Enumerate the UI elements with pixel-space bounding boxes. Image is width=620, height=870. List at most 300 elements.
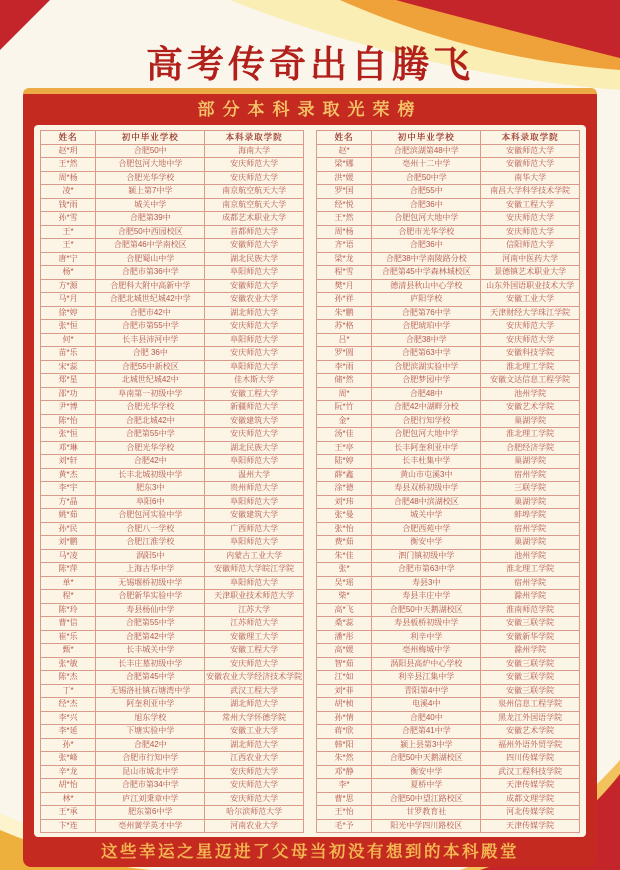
roster-row <box>317 630 580 644</box>
student-name-cell: 智*茹 <box>317 657 372 671</box>
roster-row <box>41 482 304 496</box>
middle-school-cell: 合肥滨湖第48中学 <box>372 144 481 158</box>
middle-school-cell: 城关中学 <box>372 509 481 523</box>
middle-school-cell: 合肥市光华学校 <box>372 225 481 239</box>
college-cell: 淮北理工学院 <box>481 563 580 577</box>
student-name-cell: 孙*祥 <box>317 293 372 307</box>
college-cell: 湖北师范大学 <box>205 738 304 752</box>
roster-row <box>41 428 304 442</box>
middle-school-cell: 合肥市第55中学 <box>96 320 205 334</box>
roster-row <box>41 792 304 806</box>
middle-school-cell: 合肥第39中 <box>96 212 205 226</box>
middle-school-cell: 合肥新华实验中学 <box>96 590 205 604</box>
student-name-cell: 桑*蕊 <box>317 617 372 631</box>
roster-row <box>41 347 304 361</box>
middle-school-cell: 合肥38中学 <box>372 333 481 347</box>
middle-school-cell: 长丰杜集中学 <box>372 455 481 469</box>
roster-row <box>317 171 580 185</box>
roster-row <box>317 563 580 577</box>
student-name-cell: 薛*鑫 <box>317 468 372 482</box>
college-cell: 阜阳师范大学 <box>205 333 304 347</box>
roster-row <box>317 252 580 266</box>
student-name-cell: 甄* <box>41 644 96 658</box>
middle-school-cell: 颍上县第3中学 <box>372 738 481 752</box>
middle-school-cell: 长丰庄墓初级中学 <box>96 657 205 671</box>
student-name-cell: 张*峰 <box>41 752 96 766</box>
roster-row <box>41 684 304 698</box>
roster-row <box>41 806 304 820</box>
middle-school-cell: 衡安中学 <box>372 765 481 779</box>
college-cell: 河南农业大学 <box>205 819 304 833</box>
middle-school-cell: 长丰阿奎利亚中学 <box>372 441 481 455</box>
roster-row <box>317 212 580 226</box>
college-cell: 阜阳师范大学 <box>205 576 304 590</box>
middle-school-cell: 合肥48中 <box>372 387 481 401</box>
roster-row <box>41 644 304 658</box>
student-name-cell: 苗*乐 <box>41 347 96 361</box>
college-cell: 安徽师范大学 <box>205 279 304 293</box>
college-cell: 宿州学院 <box>481 576 580 590</box>
student-name-cell: 张*恒 <box>41 320 96 334</box>
student-name-cell: 经*杰 <box>41 698 96 712</box>
student-name-cell: 王*承 <box>41 806 96 820</box>
column-header: 姓名 <box>41 131 96 145</box>
roster-row <box>41 738 304 752</box>
college-cell: 池州学院 <box>481 549 580 563</box>
middle-school-cell: 昆山市城北中学 <box>96 765 205 779</box>
college-cell: 湖北民族大学 <box>205 441 304 455</box>
college-cell: 新疆师范大学 <box>205 401 304 415</box>
college-cell: 安庆师范大学 <box>205 765 304 779</box>
roster-row <box>317 806 580 820</box>
middle-school-cell: 甘罗教育社 <box>372 806 481 820</box>
middle-school-cell: 合肥包河大地中学 <box>372 428 481 442</box>
banner-title: 部分本科录取光荣榜 <box>197 100 423 119</box>
student-name-cell: 樊*月 <box>317 279 372 293</box>
roster-row <box>317 360 580 374</box>
roster-row <box>317 495 580 509</box>
college-cell: 安庆师范大学 <box>481 333 580 347</box>
middle-school-cell: 亳州黉学英才中学 <box>96 819 205 833</box>
college-cell: 泉州信息工程学院 <box>481 698 580 712</box>
middle-school-cell: 合肥50中西园校区 <box>96 225 205 239</box>
college-cell: 安徽师范大学 <box>205 239 304 253</box>
student-name-cell: 孙*民 <box>41 522 96 536</box>
middle-school-cell: 利辛县江集中学 <box>372 671 481 685</box>
middle-school-cell: 合肥42中 <box>96 738 205 752</box>
college-cell: 安徽工程大学 <box>481 198 580 212</box>
college-cell: 淮北理工学院 <box>481 428 580 442</box>
middle-school-cell: 合肥北城世纪城42中学 <box>96 293 205 307</box>
middle-school-cell: 合肥琥珀中学 <box>372 320 481 334</box>
roster-row <box>317 198 580 212</box>
college-cell: 河南中医药大学 <box>481 252 580 266</box>
student-name-cell: 郑*星 <box>41 374 96 388</box>
college-cell: 安徽三联学院 <box>481 671 580 685</box>
student-name-cell: 陆*婷 <box>317 455 372 469</box>
middle-school-cell: 合肥50中天鹅湖校区 <box>372 752 481 766</box>
college-cell: 阜阳师范大学 <box>205 266 304 280</box>
middle-school-cell: 阜南第一初级中学 <box>96 387 205 401</box>
middle-school-cell: 亳州梅城中学 <box>372 644 481 658</box>
middle-school-cell: 长丰城关中学 <box>96 644 205 658</box>
middle-school-cell: 合肥北城42中 <box>96 414 205 428</box>
student-name-cell: 朱*鹏 <box>317 306 372 320</box>
student-name-cell: 罗*国 <box>317 185 372 199</box>
roster-row <box>41 765 304 779</box>
middle-school-cell: 合肥第55中学 <box>96 428 205 442</box>
footer-slogan: 这些幸运之星迈进了父母当初没有想到的本科殿堂 <box>101 843 519 861</box>
roster-row <box>317 684 580 698</box>
roster-row <box>317 536 580 550</box>
college-cell: 南京航空航天大学 <box>205 198 304 212</box>
student-name-cell: 姚*茹 <box>41 509 96 523</box>
college-cell: 哈尔滨师范大学 <box>205 806 304 820</box>
roster-row <box>41 198 304 212</box>
college-cell: 安庆师范大学 <box>205 158 304 172</box>
student-name-cell: 孙*情 <box>317 711 372 725</box>
student-name-cell: 马*月 <box>41 293 96 307</box>
college-cell: 江苏师范大学 <box>205 617 304 631</box>
college-cell: 安徽工程大学 <box>205 644 304 658</box>
roster-row <box>41 779 304 793</box>
college-cell: 天津职业技术师范大学 <box>205 590 304 604</box>
college-cell: 湖北师范大学 <box>205 306 304 320</box>
roster-row <box>41 225 304 239</box>
honor-roll-panel <box>23 88 597 867</box>
student-name-cell: 辛*龙 <box>41 765 96 779</box>
roster-row <box>317 765 580 779</box>
college-cell: 海南大学 <box>205 144 304 158</box>
middle-school-cell: 合肥第76中学 <box>372 306 481 320</box>
college-cell: 安徽三联学院 <box>481 617 580 631</box>
middle-school-cell: 寿县杨仙中学 <box>96 603 205 617</box>
student-name-cell: 阮*竹 <box>317 401 372 415</box>
middle-school-cell: 合肥市第36中学 <box>96 266 205 280</box>
roster-row <box>317 185 580 199</box>
student-name-cell: 汤*佳 <box>317 428 372 442</box>
college-cell: 巢湖学院 <box>481 495 580 509</box>
roster-row <box>317 306 580 320</box>
college-cell: 蚌埠学院 <box>481 509 580 523</box>
column-header: 本科录取学院 <box>481 131 580 145</box>
middle-school-cell: 德清县秋山中心学校 <box>372 279 481 293</box>
student-name-cell: 费*茹 <box>317 536 372 550</box>
college-cell: 佳木斯大学 <box>205 374 304 388</box>
middle-school-cell: 合肥第41中学 <box>372 725 481 739</box>
roster-row <box>41 185 304 199</box>
student-name-cell: 李*兴 <box>41 711 96 725</box>
student-name-cell: 洪*媛 <box>317 171 372 185</box>
college-cell: 安徽建筑大学 <box>205 414 304 428</box>
middle-school-cell: 合肥八一学校 <box>96 522 205 536</box>
roster-row <box>317 333 580 347</box>
roster-row <box>41 144 304 158</box>
college-cell: 广西师范大学 <box>205 522 304 536</box>
student-name-cell: 梁*娜 <box>317 158 372 172</box>
college-cell: 安庆师范大学 <box>481 225 580 239</box>
student-name-cell: 李*雨 <box>317 360 372 374</box>
roster-row <box>41 603 304 617</box>
college-cell: 安徽师范大学 <box>481 144 580 158</box>
middle-school-cell: 合肥50中天鹅湖校区 <box>372 603 481 617</box>
college-cell: 合肥经济学院 <box>481 441 580 455</box>
college-cell: 安徽工业大学 <box>205 725 304 739</box>
roster-row <box>317 401 580 415</box>
student-name-cell: 赵* <box>317 144 372 158</box>
middle-school-cell: 颍上第7中学 <box>96 185 205 199</box>
middle-school-cell: 合肥40中 <box>372 711 481 725</box>
college-cell: 阜阳师范大学 <box>205 536 304 550</box>
student-name-cell: 吴*瑶 <box>317 576 372 590</box>
middle-school-cell: 寿县板桥初级中学 <box>372 617 481 631</box>
student-name-cell: 程*雪 <box>317 266 372 280</box>
roster-row <box>41 293 304 307</box>
student-name-cell: 唐*宁 <box>41 252 96 266</box>
roster-row <box>317 671 580 685</box>
middle-school-cell: 合肥36中 <box>372 239 481 253</box>
roster-row <box>317 225 580 239</box>
roster-row <box>317 144 580 158</box>
student-name-cell: 江*如 <box>317 671 372 685</box>
roster-row <box>317 428 580 442</box>
middle-school-cell: 合肥50中望江路校区 <box>372 792 481 806</box>
student-name-cell: 尹*博 <box>41 401 96 415</box>
roster-row <box>41 212 304 226</box>
college-cell: 安徽理工大学 <box>205 630 304 644</box>
roster-row <box>317 320 580 334</box>
college-cell: 安徽三联学院 <box>481 657 580 671</box>
middle-school-cell: 合肥第42中学 <box>96 630 205 644</box>
middle-school-cell: 涡阳县高炉中心学校 <box>372 657 481 671</box>
roster-row <box>317 711 580 725</box>
student-name-cell: 李* <box>317 779 372 793</box>
middle-school-cell: 阳光中学四川路校区 <box>372 819 481 833</box>
college-cell: 湖北民族大学 <box>205 252 304 266</box>
middle-school-cell: 合肥包河实验中学 <box>96 509 205 523</box>
middle-school-cell: 合肥48中滨湖校区 <box>372 495 481 509</box>
middle-school-cell: 寿县3中 <box>372 576 481 590</box>
student-name-cell: 高*飞 <box>317 603 372 617</box>
college-cell: 安徽建筑大学 <box>205 509 304 523</box>
middle-school-cell: 阿奎利亚中学 <box>96 698 205 712</box>
student-name-cell: 陈*玲 <box>41 603 96 617</box>
column-header: 初中毕业学校 <box>372 131 481 145</box>
college-cell: 安庆师范大学 <box>481 212 580 226</box>
middle-school-cell: 合肥第46中学南校区 <box>96 239 205 253</box>
middle-school-cell: 下塘实验中学 <box>96 725 205 739</box>
roster-tables-area <box>34 125 586 837</box>
student-name-cell: 徐*婷 <box>41 306 96 320</box>
roster-row <box>317 293 580 307</box>
college-cell: 安庆师范大学 <box>205 320 304 334</box>
student-name-cell: 齐*语 <box>317 239 372 253</box>
roster-table-right <box>316 130 580 833</box>
roster-row <box>41 711 304 725</box>
middle-school-cell: 合肥科大附中高新中学 <box>96 279 205 293</box>
middle-school-cell: 合肥42中 <box>96 455 205 469</box>
student-name-cell: 方*源 <box>41 279 96 293</box>
middle-school-cell: 庐阳学校 <box>372 293 481 307</box>
student-name-cell: 刘*玮 <box>317 495 372 509</box>
college-cell: 安徽艺术学院 <box>481 725 580 739</box>
roster-row <box>41 522 304 536</box>
roster-row <box>41 158 304 172</box>
college-cell: 南华大学 <box>481 171 580 185</box>
roster-row <box>317 752 580 766</box>
student-name-cell: 储*然 <box>317 374 372 388</box>
college-cell: 贵州师范大学 <box>205 482 304 496</box>
roster-row <box>317 239 580 253</box>
middle-school-cell: 庐江刘秉章中学 <box>96 792 205 806</box>
student-name-cell: 周*杨 <box>317 225 372 239</box>
student-name-cell: 张*敏 <box>41 657 96 671</box>
college-cell: 安庆师范大学 <box>481 320 580 334</box>
roster-row <box>317 738 580 752</box>
student-name-cell: 柴* <box>317 590 372 604</box>
student-name-cell: 曹*思 <box>317 792 372 806</box>
roster-row <box>317 468 580 482</box>
college-cell: 滁州学院 <box>481 644 580 658</box>
middle-school-cell: 夏桥中学 <box>372 779 481 793</box>
college-cell: 常州大学怀德学院 <box>205 711 304 725</box>
middle-school-cell: 合肥市行知中学 <box>96 752 205 766</box>
student-name-cell: 刘*菲 <box>317 684 372 698</box>
college-cell: 阜阳师范大学 <box>205 360 304 374</box>
middle-school-cell: 无锡洛社镇石塘湾中学 <box>96 684 205 698</box>
roster-row <box>41 360 304 374</box>
student-name-cell: 钱*雨 <box>41 198 96 212</box>
roster-row <box>317 725 580 739</box>
middle-school-cell: 合肥第45中学森林城校区 <box>372 266 481 280</box>
student-name-cell: 刘*鹏 <box>41 536 96 550</box>
college-cell: 信阳师范大学 <box>481 239 580 253</box>
college-cell: 安徽艺术学院 <box>481 401 580 415</box>
student-name-cell: 王* <box>41 225 96 239</box>
student-name-cell: 王*怡 <box>317 806 372 820</box>
roster-row <box>317 414 580 428</box>
middle-school-cell: 合肥55中新校区 <box>96 360 205 374</box>
middle-school-cell: 合肥50中 <box>96 144 205 158</box>
student-name-cell: 邵*功 <box>41 387 96 401</box>
student-name-cell: 李*宇 <box>41 482 96 496</box>
college-cell: 安徽工程大学 <box>205 387 304 401</box>
student-name-cell: 卞*连 <box>41 819 96 833</box>
middle-school-cell: 合肥包河大地中学 <box>372 212 481 226</box>
middle-school-cell: 合肥包河大地中学 <box>96 158 205 172</box>
college-cell: 成都文理学院 <box>481 792 580 806</box>
college-cell: 天津传媒学院 <box>481 779 580 793</box>
college-cell: 安徽农业大学 <box>205 293 304 307</box>
roster-row <box>41 441 304 455</box>
college-cell: 首都师范大学 <box>205 225 304 239</box>
roster-row <box>41 333 304 347</box>
student-name-cell: 孙*雪 <box>41 212 96 226</box>
student-name-cell: 梁*龙 <box>317 252 372 266</box>
roster-row <box>317 374 580 388</box>
roster-row <box>317 279 580 293</box>
student-name-cell: 凌* <box>41 185 96 199</box>
student-name-cell: 方*晶 <box>41 495 96 509</box>
roster-row <box>41 630 304 644</box>
student-name-cell: 邓*静 <box>317 765 372 779</box>
middle-school-cell: 合肥第45中学 <box>96 671 205 685</box>
column-header: 初中毕业学校 <box>96 131 205 145</box>
column-header: 本科录取学院 <box>205 131 304 145</box>
middle-school-cell: 肥东第6中学 <box>96 806 205 820</box>
middle-school-cell: 泗门镇初级中学 <box>372 549 481 563</box>
college-cell: 池州学院 <box>481 387 580 401</box>
student-name-cell: 王*然 <box>41 158 96 172</box>
student-name-cell: 刘*轩 <box>41 455 96 469</box>
roster-row <box>317 698 580 712</box>
college-cell: 黑龙江外国语学院 <box>481 711 580 725</box>
roster-row <box>41 617 304 631</box>
roster-row <box>41 306 304 320</box>
college-cell: 阜阳师范大学 <box>205 495 304 509</box>
student-name-cell: 经*悦 <box>317 198 372 212</box>
college-cell: 南京航空航天大学 <box>205 185 304 199</box>
student-name-cell: 张* <box>317 563 372 577</box>
roster-row <box>317 441 580 455</box>
college-cell: 淮南师范学院 <box>481 603 580 617</box>
roster-row <box>317 522 580 536</box>
college-cell: 巢湖学院 <box>481 536 580 550</box>
middle-school-cell: 合肥市第34中学 <box>96 779 205 793</box>
roster-row <box>41 239 304 253</box>
student-name-cell: 周*杨 <box>41 171 96 185</box>
student-name-cell: 张*恒 <box>41 428 96 442</box>
student-name-cell: 朱*然 <box>317 752 372 766</box>
college-cell: 天津传媒学院 <box>481 819 580 833</box>
middle-school-cell: 北城世纪城42中 <box>96 374 205 388</box>
student-name-cell: 张*怡 <box>317 522 372 536</box>
college-cell: 巢湖学院 <box>481 455 580 469</box>
roster-row <box>317 509 580 523</box>
student-name-cell: 周* <box>317 387 372 401</box>
roster-row <box>317 576 580 590</box>
roster-row <box>41 698 304 712</box>
college-cell: 安徽文达信息工程学院 <box>481 374 580 388</box>
roster-row <box>41 374 304 388</box>
roster-row <box>317 617 580 631</box>
student-name-cell: 程* <box>41 590 96 604</box>
college-cell: 四川传媒学院 <box>481 752 580 766</box>
roster-row <box>41 671 304 685</box>
middle-school-cell: 合肥42中湖畔分校 <box>372 401 481 415</box>
student-name-cell: 高*媛 <box>317 644 372 658</box>
college-cell: 成都艺术职业大学 <box>205 212 304 226</box>
student-name-cell: 杨* <box>41 266 96 280</box>
roster-row <box>317 347 580 361</box>
roster-row <box>41 252 304 266</box>
college-cell: 淮北理工学院 <box>481 360 580 374</box>
college-cell: 巢湖学院 <box>481 414 580 428</box>
college-cell: 景德镇艺术职业大学 <box>481 266 580 280</box>
roster-row <box>41 563 304 577</box>
student-name-cell: 黄*杰 <box>41 468 96 482</box>
student-name-cell: 李*延 <box>41 725 96 739</box>
middle-school-cell: 无锡堰桥初级中学 <box>96 576 205 590</box>
student-name-cell: 邓*琳 <box>41 441 96 455</box>
college-cell: 安庆师范大学 <box>205 347 304 361</box>
middle-school-cell: 合肥第63中学 <box>372 347 481 361</box>
roster-row <box>41 171 304 185</box>
middle-school-cell: 寿县双桥初级中学 <box>372 482 481 496</box>
college-cell: 武汉工程科技学院 <box>481 765 580 779</box>
college-cell: 安徽工业大学 <box>481 293 580 307</box>
roster-row <box>317 158 580 172</box>
